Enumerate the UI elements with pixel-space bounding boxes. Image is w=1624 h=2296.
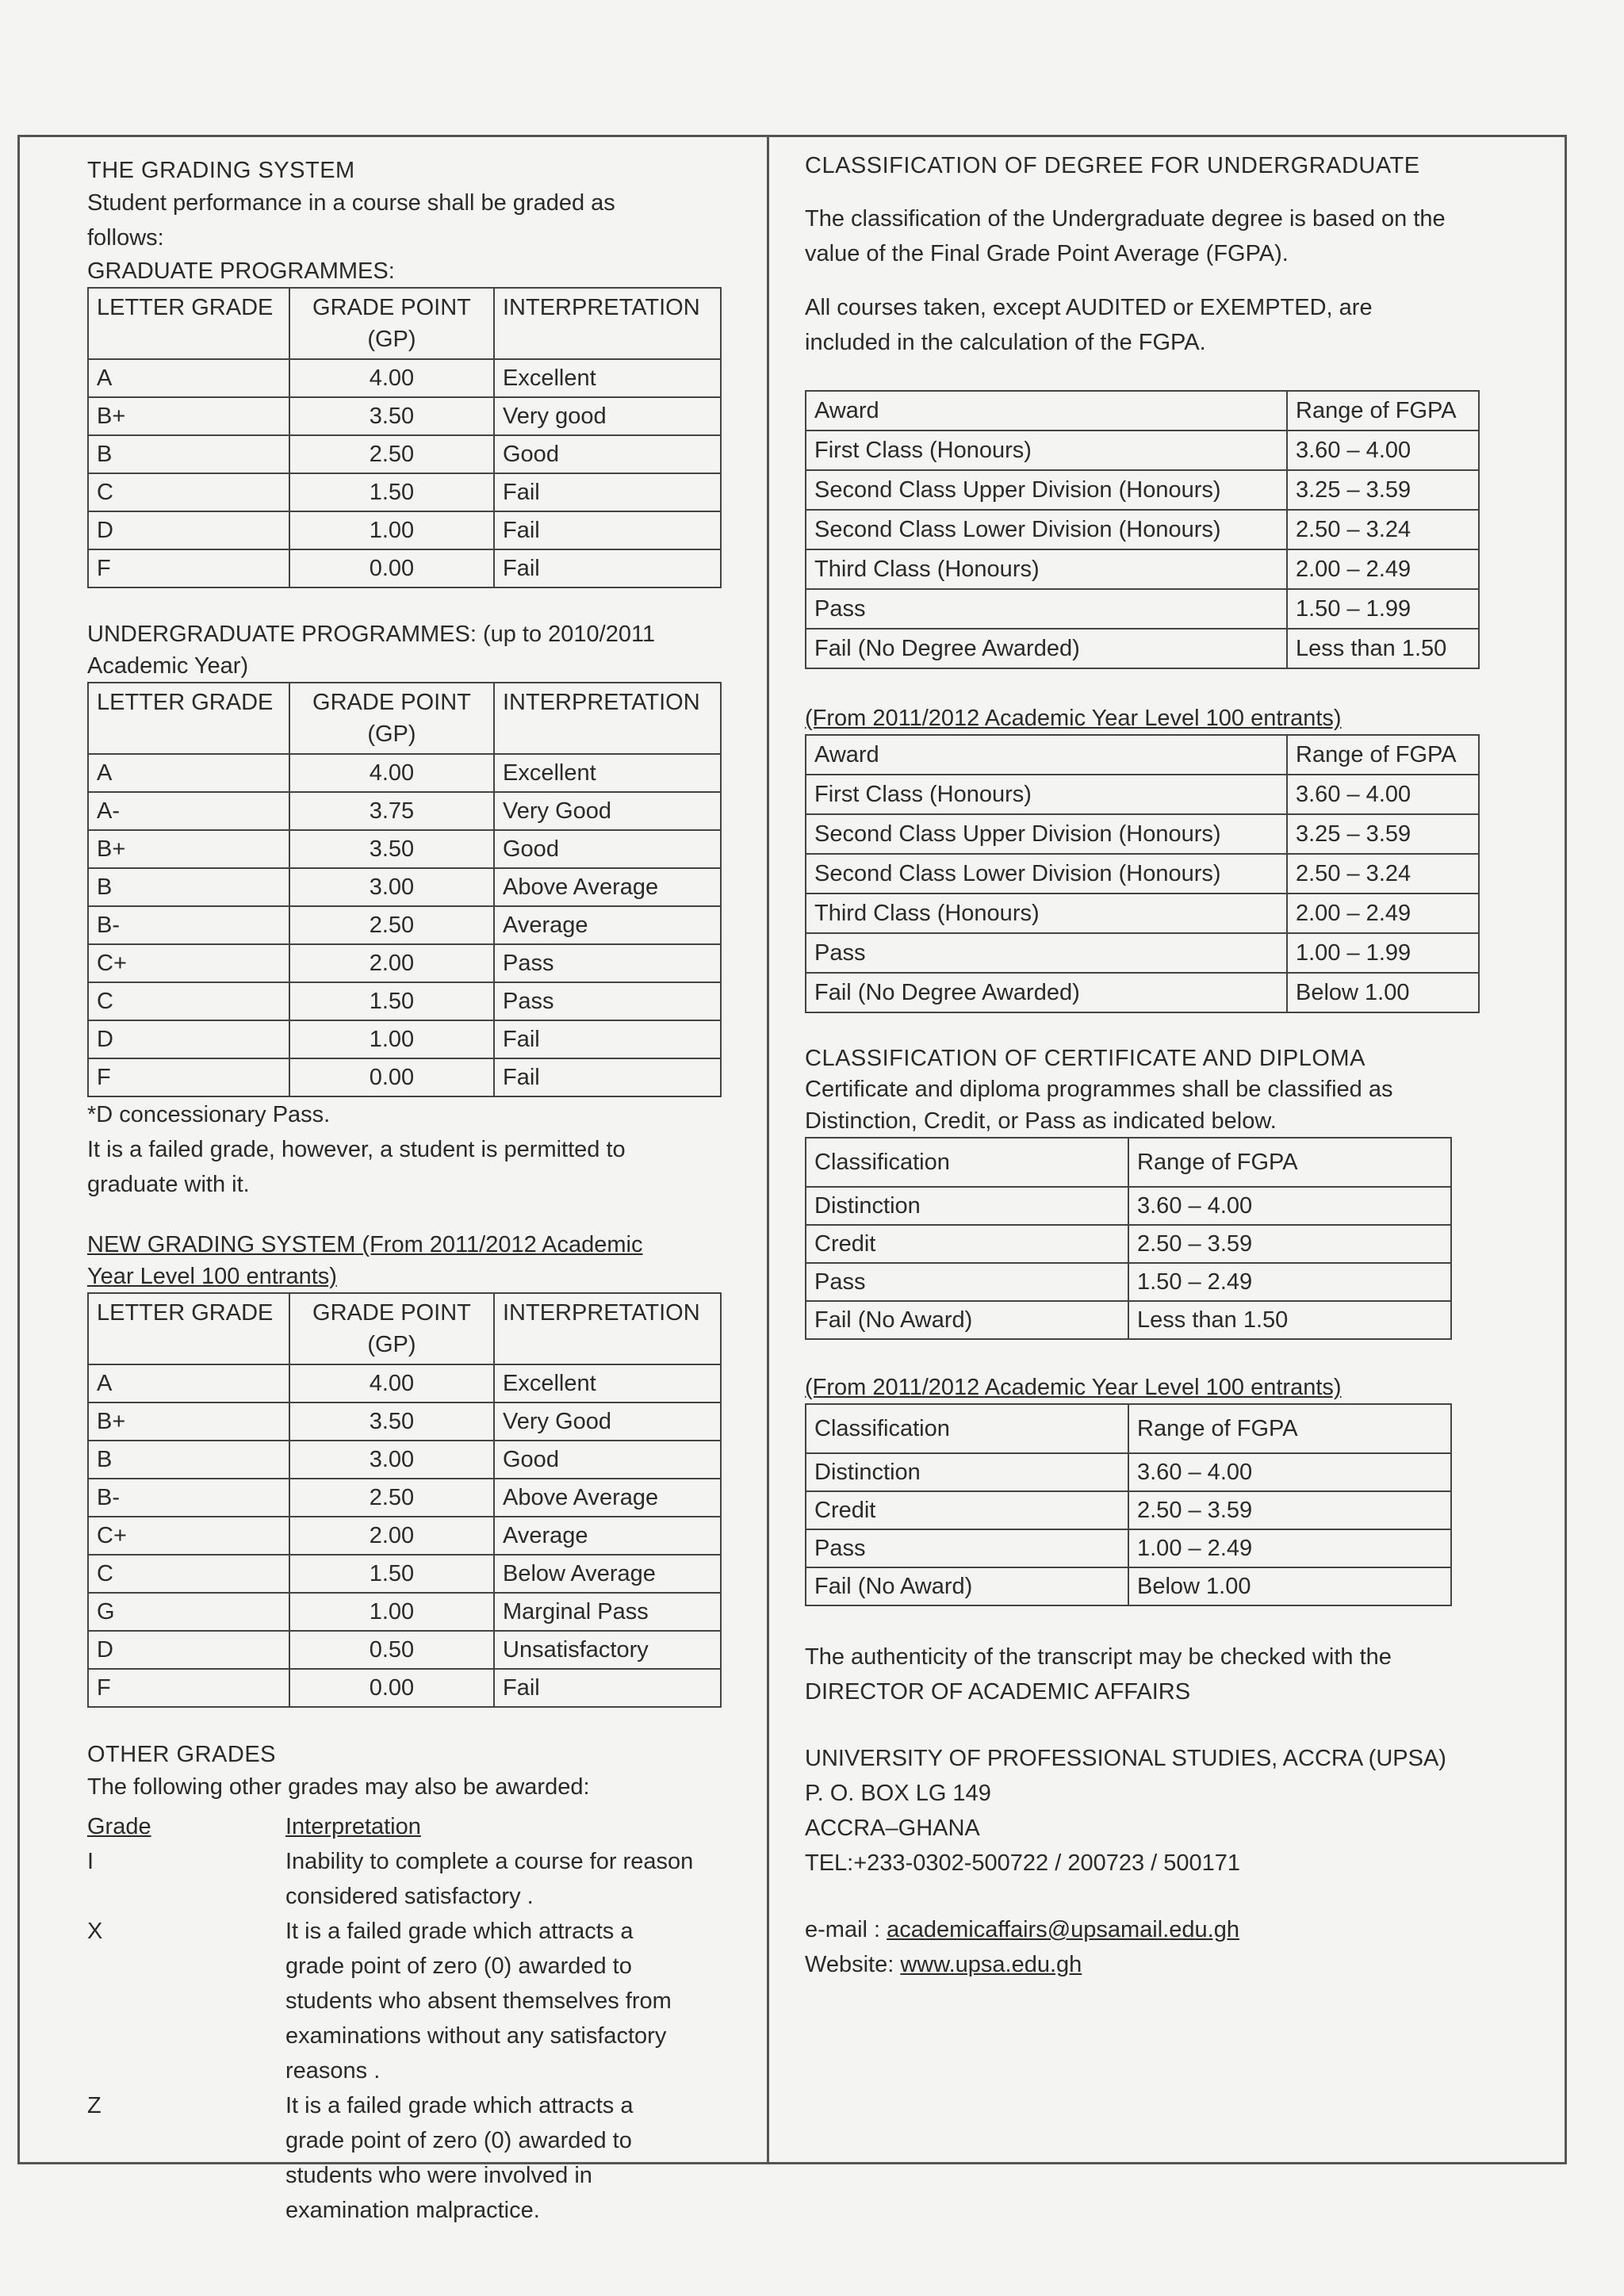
table-cell: 1.00 bbox=[289, 511, 494, 549]
table-cell: Second Class Upper Division (Honours) bbox=[806, 814, 1287, 854]
address-line: ACCRA–GHANA bbox=[805, 1816, 980, 1841]
table-cell: Credit bbox=[806, 1491, 1128, 1529]
table-cell: Less than 1.50 bbox=[1287, 629, 1479, 668]
table-row bbox=[806, 1453, 1451, 1491]
table-cell: Good bbox=[494, 435, 721, 473]
header-interpretation: INTERPRETATION bbox=[494, 1293, 721, 1364]
header-interpretation: INTERPRETATION bbox=[494, 288, 721, 359]
email-link[interactable]: academicaffairs@upsamail.edu.gh bbox=[887, 1917, 1239, 1942]
table-row bbox=[88, 1631, 721, 1669]
table-cell: C+ bbox=[88, 1517, 289, 1555]
table-cell: 2.50 bbox=[289, 906, 494, 944]
table-cell: F bbox=[88, 1058, 289, 1096]
table-cell: B+ bbox=[88, 1402, 289, 1441]
table-cell: Third Class (Honours) bbox=[806, 894, 1287, 933]
table-cell: 3.50 bbox=[289, 830, 494, 868]
table-cell: Third Class (Honours) bbox=[806, 549, 1287, 589]
new-system-table bbox=[87, 1292, 722, 1708]
header-letter-grade: LETTER GRADE bbox=[88, 288, 289, 359]
header-range: Range of FGPA bbox=[1128, 1138, 1451, 1187]
other-grade-i: I bbox=[87, 1849, 94, 1874]
header-range: Range of FGPA bbox=[1128, 1404, 1451, 1453]
table-cell: 2.50 bbox=[289, 435, 494, 473]
undergrad-table-body bbox=[88, 754, 721, 1096]
table-header-row bbox=[806, 391, 1479, 430]
table-cell: 2.50 – 3.24 bbox=[1287, 854, 1479, 894]
table-cell: 2.00 bbox=[289, 1517, 494, 1555]
address-line: P. O. BOX LG 149 bbox=[805, 1781, 991, 1806]
table-row bbox=[806, 470, 1479, 510]
header-grade-point: GRADE POINT (GP) bbox=[289, 683, 494, 754]
table-row bbox=[88, 1479, 721, 1517]
table-cell: Credit bbox=[806, 1225, 1128, 1263]
table-cell: Pass bbox=[806, 1263, 1128, 1301]
table-cell: A bbox=[88, 754, 289, 792]
certificate-title: CLASSIFICATION OF CERTIFICATE AND DIPLOMA bbox=[805, 1046, 1365, 1071]
right-column bbox=[805, 151, 1487, 1982]
header-award: Award bbox=[806, 391, 1287, 430]
table-row bbox=[88, 1669, 721, 1707]
grading-intro: Student performance in a course shall be graded as follows: bbox=[87, 190, 615, 251]
table-cell: A- bbox=[88, 792, 289, 830]
email-line bbox=[805, 1912, 1487, 1947]
table-cell: 3.00 bbox=[289, 868, 494, 906]
table-cell: D bbox=[88, 1631, 289, 1669]
table-cell: A bbox=[88, 1364, 289, 1402]
table-cell: B bbox=[88, 435, 289, 473]
table-row bbox=[88, 359, 721, 397]
table-cell: Above Average bbox=[494, 868, 721, 906]
table-cell: Fail bbox=[494, 1020, 721, 1058]
table-cell: Below Average bbox=[494, 1555, 721, 1593]
table-cell: 3.25 – 3.59 bbox=[1287, 470, 1479, 510]
certificate-new-table bbox=[805, 1403, 1452, 1606]
table-cell: Less than 1.50 bbox=[1128, 1301, 1451, 1339]
table-cell: 4.00 bbox=[289, 1364, 494, 1402]
undergrad-title: UNDERGRADUATE PROGRAMMES: (up to 2010/2011 Academic Year) bbox=[87, 622, 656, 679]
table-row bbox=[88, 1402, 721, 1441]
table-cell: 2.00 – 2.49 bbox=[1287, 894, 1479, 933]
table-row bbox=[806, 1225, 1451, 1263]
table-row bbox=[806, 973, 1479, 1012]
table-cell: Fail (No Award) bbox=[806, 1301, 1128, 1339]
address-line: UNIVERSITY OF PROFESSIONAL STUDIES, ACCRA (UPSA) bbox=[805, 1746, 1446, 1771]
table-header-row bbox=[806, 1138, 1451, 1187]
table-row bbox=[88, 1555, 721, 1593]
table-cell: 2.50 – 3.59 bbox=[1128, 1225, 1451, 1263]
table-row bbox=[806, 1187, 1451, 1225]
certificate-table bbox=[805, 1137, 1452, 1340]
other-text-i: Inability to complete a course for reason considered satisfactory . bbox=[285, 1849, 694, 1909]
table-row bbox=[88, 1593, 721, 1631]
award-new-table-body bbox=[806, 775, 1479, 1012]
other-col-grade: Grade bbox=[87, 1814, 151, 1839]
table-cell: Very Good bbox=[494, 792, 721, 830]
table-cell: Distinction bbox=[806, 1187, 1128, 1225]
table-cell: 2.50 – 3.24 bbox=[1287, 510, 1479, 549]
table-row bbox=[88, 1441, 721, 1479]
table-cell: Second Class Lower Division (Honours) bbox=[806, 510, 1287, 549]
table-row bbox=[88, 397, 721, 435]
new-system-title: NEW GRADING SYSTEM (From 2011/2012 Academic Year Level 100 entrants) bbox=[87, 1232, 643, 1289]
table-cell: Average bbox=[494, 906, 721, 944]
table-cell: 4.00 bbox=[289, 754, 494, 792]
undergrad-note-2: It is a failed grade, however, a student is permitted to graduate with it. bbox=[87, 1137, 626, 1197]
other-text-x: It is a failed grade which attracts a grade point of zero (0) awarded to students who absent themselves from examinations without any satisfactory reasons . bbox=[285, 1919, 672, 2084]
table-cell: 1.00 bbox=[289, 1593, 494, 1631]
table-cell: Pass bbox=[806, 589, 1287, 629]
authenticity-note: The authenticity of the transcript may be checked with the DIRECTOR OF ACADEMIC AFFAIRS bbox=[805, 1644, 1392, 1705]
table-cell: Pass bbox=[494, 944, 721, 982]
table-cell: 3.60 – 4.00 bbox=[1287, 430, 1479, 470]
undergrad-table bbox=[87, 682, 722, 1097]
table-header-row bbox=[806, 735, 1479, 775]
header-grade-point: GRADE POINT (GP) bbox=[289, 1293, 494, 1364]
column-divider bbox=[767, 135, 769, 2164]
website-link[interactable]: www.upsa.edu.gh bbox=[900, 1952, 1082, 1977]
table-cell: 1.50 bbox=[289, 473, 494, 511]
classification-note: All courses taken, except AUDITED or EXEMPTED, are included in the calculation of the FGPA. bbox=[805, 295, 1373, 355]
table-cell: F bbox=[88, 1669, 289, 1707]
table-header-row bbox=[88, 288, 721, 359]
table-cell: Above Average bbox=[494, 1479, 721, 1517]
header-letter-grade: LETTER GRADE bbox=[88, 683, 289, 754]
table-cell: Fail (No Degree Awarded) bbox=[806, 629, 1287, 668]
table-row bbox=[806, 933, 1479, 973]
table-cell: 3.50 bbox=[289, 397, 494, 435]
table-cell: 1.00 – 1.99 bbox=[1287, 933, 1479, 973]
table-row bbox=[806, 814, 1479, 854]
table-cell: 4.00 bbox=[289, 359, 494, 397]
table-cell: Excellent bbox=[494, 359, 721, 397]
award-table-body bbox=[806, 430, 1479, 668]
table-row bbox=[88, 944, 721, 982]
table-cell: First Class (Honours) bbox=[806, 775, 1287, 814]
table-cell: B- bbox=[88, 1479, 289, 1517]
table-cell: 3.75 bbox=[289, 792, 494, 830]
table-cell: Fail bbox=[494, 549, 721, 587]
header-letter-grade: LETTER GRADE bbox=[88, 1293, 289, 1364]
table-row bbox=[88, 1020, 721, 1058]
other-grades-list bbox=[87, 1809, 722, 2228]
table-row bbox=[806, 430, 1479, 470]
table-row bbox=[88, 1058, 721, 1096]
graduate-table-body bbox=[88, 359, 721, 587]
header-interpretation: INTERPRETATION bbox=[494, 683, 721, 754]
other-grade-z: Z bbox=[87, 2093, 102, 2118]
table-cell: Below 1.00 bbox=[1287, 973, 1479, 1012]
table-row bbox=[806, 1301, 1451, 1339]
table-cell: 0.00 bbox=[289, 1669, 494, 1707]
table-cell: B bbox=[88, 868, 289, 906]
table-cell: Unsatisfactory bbox=[494, 1631, 721, 1669]
table-cell: F bbox=[88, 549, 289, 587]
table-cell: B- bbox=[88, 906, 289, 944]
table-row bbox=[88, 792, 721, 830]
table-row bbox=[88, 868, 721, 906]
table-row bbox=[806, 510, 1479, 549]
table-cell: 1.50 bbox=[289, 982, 494, 1020]
grading-title: THE GRADING SYSTEM bbox=[87, 158, 355, 183]
header-range: Range of FGPA bbox=[1287, 391, 1479, 430]
table-cell: Excellent bbox=[494, 1364, 721, 1402]
header-award: Award bbox=[806, 735, 1287, 775]
table-cell: Fail bbox=[494, 1058, 721, 1096]
other-text-z: It is a failed grade which attracts a grade point of zero (0) awarded to students who were involved in examination malpractice. bbox=[285, 2093, 634, 2223]
table-cell: Marginal Pass bbox=[494, 1593, 721, 1631]
table-cell: 3.60 – 4.00 bbox=[1128, 1453, 1451, 1491]
table-row bbox=[88, 982, 721, 1020]
table-cell: 2.00 – 2.49 bbox=[1287, 549, 1479, 589]
certificate-new-title: (From 2011/2012 Academic Year Level 100 entrants) bbox=[805, 1375, 1342, 1400]
table-cell: 2.00 bbox=[289, 944, 494, 982]
award-table bbox=[805, 390, 1480, 669]
other-grade-x: X bbox=[87, 1919, 103, 1944]
table-cell: 1.00 – 2.49 bbox=[1128, 1529, 1451, 1567]
header-range: Range of FGPA bbox=[1287, 735, 1479, 775]
table-cell: 0.00 bbox=[289, 549, 494, 587]
table-row bbox=[806, 1567, 1451, 1605]
table-cell: C bbox=[88, 1555, 289, 1593]
table-row bbox=[806, 1491, 1451, 1529]
graduate-title: GRADUATE PROGRAMMES: bbox=[87, 258, 395, 284]
table-cell: Second Class Lower Division (Honours) bbox=[806, 854, 1287, 894]
table-cell: 3.50 bbox=[289, 1402, 494, 1441]
table-cell: 0.00 bbox=[289, 1058, 494, 1096]
table-cell: Average bbox=[494, 1517, 721, 1555]
table-cell: Fail (No Award) bbox=[806, 1567, 1128, 1605]
other-grades-intro: The following other grades may also be awarded: bbox=[87, 1774, 590, 1800]
table-cell: B+ bbox=[88, 397, 289, 435]
header-classification: Classification bbox=[806, 1404, 1128, 1453]
table-cell: Fail bbox=[494, 1669, 721, 1707]
table-cell: C+ bbox=[88, 944, 289, 982]
table-cell: 2.50 bbox=[289, 1479, 494, 1517]
table-cell: 3.60 – 4.00 bbox=[1287, 775, 1479, 814]
table-cell: Good bbox=[494, 1441, 721, 1479]
table-cell: Excellent bbox=[494, 754, 721, 792]
table-row bbox=[806, 589, 1479, 629]
table-cell: A bbox=[88, 359, 289, 397]
classification-title: CLASSIFICATION OF DEGREE FOR UNDERGRADUATE bbox=[805, 153, 1420, 178]
table-row bbox=[806, 775, 1479, 814]
certificate-intro: Certificate and diploma programmes shall be classified as Distinction, Credit, or Pass as indicated below. bbox=[805, 1077, 1393, 1134]
table-cell: C bbox=[88, 473, 289, 511]
table-cell: 3.00 bbox=[289, 1441, 494, 1479]
table-cell: 1.50 bbox=[289, 1555, 494, 1593]
website-line bbox=[805, 1947, 1487, 1982]
table-cell: Pass bbox=[806, 1529, 1128, 1567]
table-cell: C bbox=[88, 982, 289, 1020]
classification-intro: The classification of the Undergraduate degree is based on the value of the Final Grade Point Average (FGPA). bbox=[805, 206, 1446, 266]
table-row bbox=[88, 1517, 721, 1555]
header-classification: Classification bbox=[806, 1138, 1128, 1187]
table-cell: 3.60 – 4.00 bbox=[1128, 1187, 1451, 1225]
table-cell: First Class (Honours) bbox=[806, 430, 1287, 470]
award-new-title: (From 2011/2012 Academic Year Level 100 entrants) bbox=[805, 706, 1342, 731]
new-system-table-body bbox=[88, 1364, 721, 1707]
table-cell: 3.25 – 3.59 bbox=[1287, 814, 1479, 854]
table-cell: 1.00 bbox=[289, 1020, 494, 1058]
table-row bbox=[88, 435, 721, 473]
table-row bbox=[88, 754, 721, 792]
table-row bbox=[806, 1529, 1451, 1567]
table-cell: Very Good bbox=[494, 1402, 721, 1441]
certificate-table-body bbox=[806, 1187, 1451, 1339]
table-row bbox=[806, 629, 1479, 668]
address-block bbox=[805, 1741, 1487, 1881]
website-label: Website: bbox=[805, 1952, 894, 1977]
table-row bbox=[88, 830, 721, 868]
table-cell: Fail bbox=[494, 473, 721, 511]
table-cell: B bbox=[88, 1441, 289, 1479]
award-new-table bbox=[805, 734, 1480, 1013]
table-cell: Fail bbox=[494, 511, 721, 549]
table-cell: 2.50 – 3.59 bbox=[1128, 1491, 1451, 1529]
table-cell: D bbox=[88, 1020, 289, 1058]
table-row bbox=[806, 1263, 1451, 1301]
table-cell: Fail (No Degree Awarded) bbox=[806, 973, 1287, 1012]
address-line: TEL:+233-0302-500722 / 200723 / 500171 bbox=[805, 1850, 1241, 1876]
table-row bbox=[88, 1364, 721, 1402]
table-header-row bbox=[88, 1293, 721, 1364]
table-cell: Good bbox=[494, 830, 721, 868]
table-cell: B+ bbox=[88, 830, 289, 868]
table-row bbox=[88, 473, 721, 511]
table-row bbox=[806, 854, 1479, 894]
other-col-interpretation: Interpretation bbox=[285, 1814, 421, 1839]
table-row bbox=[806, 549, 1479, 589]
table-cell: 1.50 – 1.99 bbox=[1287, 589, 1479, 629]
certificate-new-table-body bbox=[806, 1453, 1451, 1605]
email-label: e-mail : bbox=[805, 1917, 881, 1942]
table-cell: Very good bbox=[494, 397, 721, 435]
table-cell: Below 1.00 bbox=[1128, 1567, 1451, 1605]
table-header-row bbox=[806, 1404, 1451, 1453]
table-cell: Pass bbox=[806, 933, 1287, 973]
table-header-row bbox=[88, 683, 721, 754]
table-row bbox=[88, 906, 721, 944]
other-grades-title: OTHER GRADES bbox=[87, 1742, 277, 1767]
table-cell: G bbox=[88, 1593, 289, 1631]
table-cell: 0.50 bbox=[289, 1631, 494, 1669]
table-cell: Second Class Upper Division (Honours) bbox=[806, 470, 1287, 510]
table-cell: D bbox=[88, 511, 289, 549]
graduate-table bbox=[87, 287, 722, 588]
table-row bbox=[806, 894, 1479, 933]
table-cell: Pass bbox=[494, 982, 721, 1020]
table-row bbox=[88, 511, 721, 549]
header-grade-point: GRADE POINT (GP) bbox=[289, 288, 494, 359]
left-column bbox=[87, 151, 722, 2228]
table-cell: Distinction bbox=[806, 1453, 1128, 1491]
table-row bbox=[88, 549, 721, 587]
undergrad-note-1: *D concessionary Pass. bbox=[87, 1102, 331, 1127]
table-cell: 1.50 – 2.49 bbox=[1128, 1263, 1451, 1301]
